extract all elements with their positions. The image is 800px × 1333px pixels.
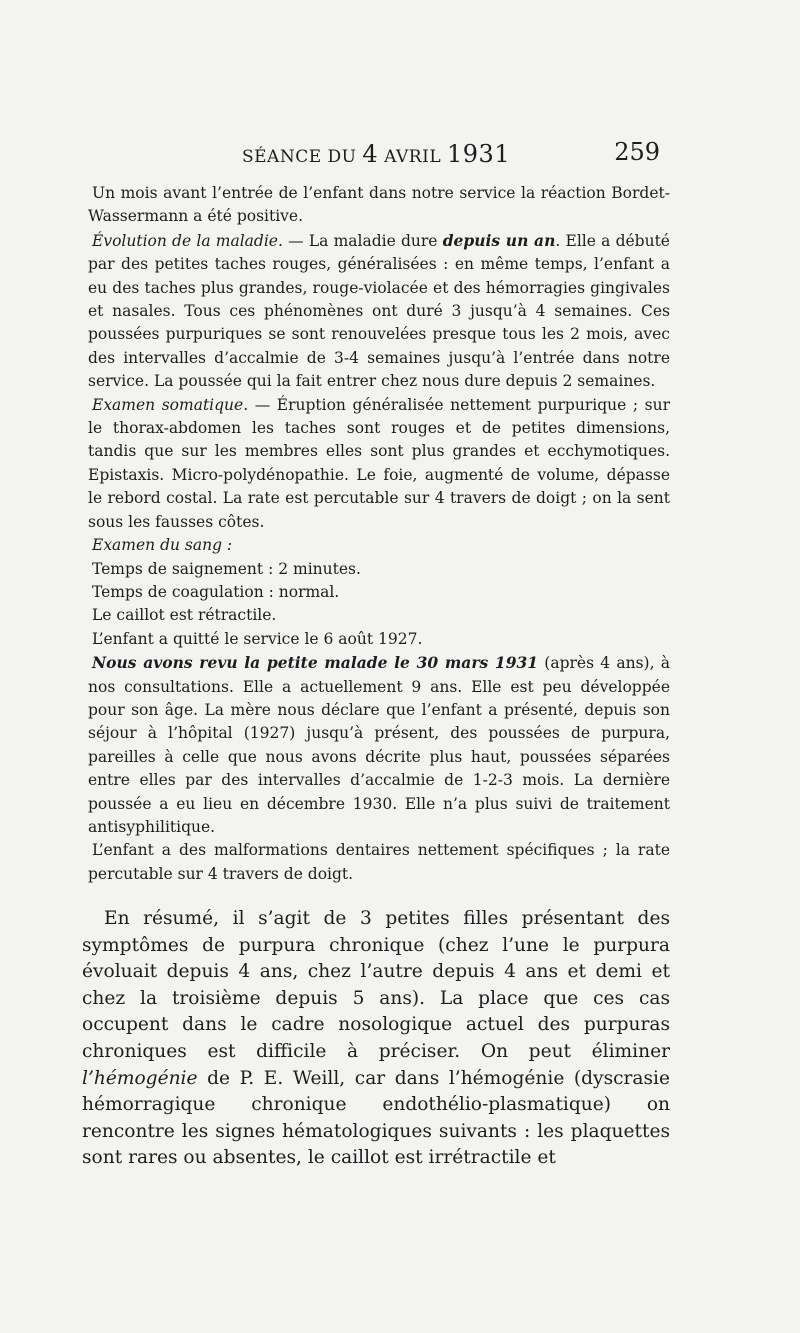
paragraph-bordet-wassermann: Un mois avant l’entrée de l’enfant dans notre service la réaction Bordet-Wassermann a été positive. (88, 184, 670, 226)
page-number: 259 (614, 138, 660, 166)
paragraph-examen-somatique (88, 394, 670, 534)
paragraph-malformations: L’enfant a des malformations dentaires nettement spécifiques ; la rate percutable sur 4 travers de doigt. (88, 841, 670, 883)
evolution-dash: — La maladie dure (282, 231, 443, 250)
summary-section (82, 906, 670, 1172)
paragraph-evolution (88, 229, 670, 394)
case-report-body (88, 182, 670, 886)
examen-somatique-label: Examen somatique. (92, 395, 249, 414)
paragraph-examen-sang (88, 534, 670, 557)
running-head-month: AVRIL (384, 147, 442, 167)
resume-emphasis: l’hémogénie (82, 1067, 198, 1089)
revue-emphasis: Nous avons revu la petite malade le 30 mars 1931 (92, 653, 539, 673)
resume-text-b: de P. E. Weill, car dans l’hémogénie (dyscrasie hémorragique chronique endothélio-plasmatique) on rencontre les signes hématologiques suivants : les plaquettes sont rares ou absentes, le caillot est irrétractile et (82, 1067, 670, 1169)
blood-temps-coagulation: Temps de coagulation : normal. (92, 582, 340, 601)
evolution-text: . Elle a débuté par des petites taches rouges, généralisées : en même temps, l’enfant a eu des taches plus grandes, rouge-violacée et des hémorragies gingivales et nasales. Tous ces phénomènes ont duré 3 jusqu’à 4 semaines. Ces poussées purpuriques se sont renouvelées presque tous les 2 mois, avec des intervalles d’accalmie de 3-4 semaines jusqu’à l’entrée dans notre service. La poussée qui la fait entrer chez nous dure depuis 2 semaines. (88, 231, 670, 391)
evolution-emphasis: depuis un an (442, 230, 556, 250)
running-head-prefix: SÉANCE DU (242, 147, 357, 167)
running-head-day: 4 (362, 140, 379, 168)
running-head-year: 1931 (447, 140, 511, 168)
revue-text: (après 4 ans), à nos consultations. Elle a actuellement 9 ans. Elle est peu développée pour son âge. La mère nous déclare que l’enfant a présenté, depuis son séjour à l’hôpital (1927) jusqu’à présent, des poussées de purpura, pareilles à celle que nous avons décrite plus haut, poussées séparées entre elles par des intervalles d’accalmie de 1-2-3 mois. La dernière poussée a eu lieu en décembre 1930. Elle n’a plus suivi de traitement antisyphilitique. (88, 654, 670, 836)
page-header (90, 140, 660, 172)
paragraph-revue (88, 651, 670, 839)
examen-sang-label: Examen du sang : (92, 536, 233, 555)
examen-somatique-text: — Éruption généralisée nettement purpurique ; sur le thorax-abdomen les taches sont rouges et de petites dimensions, tandis que sur les membres elles sont plus grandes et ecchymotiques. Epistaxis. Micro-polydénopathie. Le foie, augmenté de volume, dépasse le rebord costal. La rate est percutable sur 4 travers de doigt ; on la sent sous les fausses côtes. (88, 395, 670, 531)
running-head (242, 140, 510, 168)
blood-temps-saignement: Temps de saignement : 2 minutes. (92, 559, 361, 578)
paragraph-resume (82, 906, 670, 1172)
resume-text-a: En résumé, il s’agit de 3 petites filles présentant des symptômes de purpura chronique (chez l’une le purpura évoluait depuis 4 ans, chez l’autre depuis 4 ans et demi et chez la troisième depuis 5 ans). La place que ces cas occupent dans le cadre nosologique actuel des purpuras chroniques est difficile à préciser. On peut éliminer (82, 908, 670, 1062)
paragraph-sortie: L’enfant a quitté le service le 6 août 1927. (92, 629, 423, 648)
evolution-label: Évolution de la maladie. (92, 231, 283, 250)
blood-caillot: Le caillot est rétractile. (92, 606, 277, 625)
